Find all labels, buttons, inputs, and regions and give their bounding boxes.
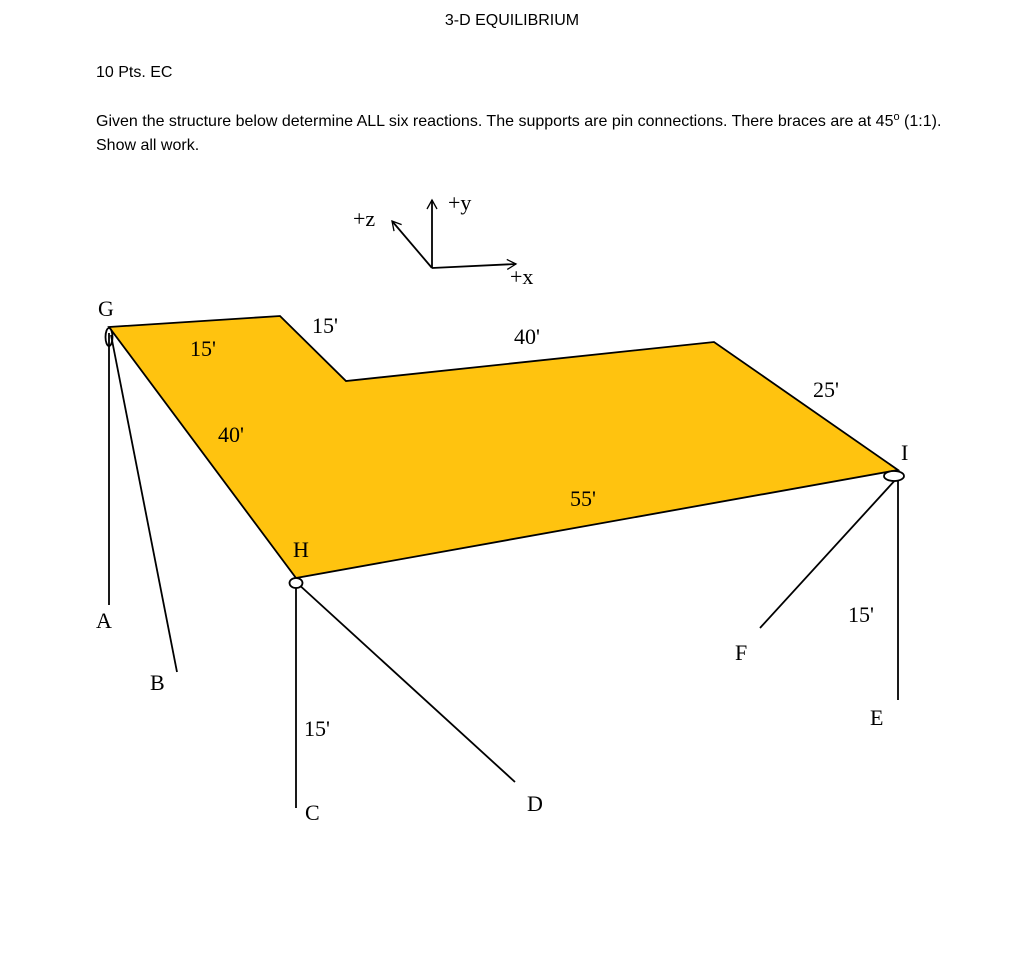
brace-if bbox=[760, 477, 898, 628]
instructions-part2: (1:1). Show all work. bbox=[96, 113, 942, 154]
point-i-label: I bbox=[901, 440, 909, 465]
y-axis-label: +y bbox=[448, 190, 472, 215]
dim-front-edge: 55' bbox=[570, 486, 596, 511]
point-f-label: F bbox=[735, 640, 748, 665]
slab-deck bbox=[109, 316, 898, 578]
dim-right-edge: 25' bbox=[813, 377, 839, 402]
point-d-label: D bbox=[527, 791, 543, 816]
x-axis-arrow bbox=[432, 264, 516, 268]
point-a-label: A bbox=[96, 608, 112, 633]
point-h-label: H bbox=[293, 537, 309, 562]
z-axis-label: +z bbox=[353, 206, 376, 231]
pin-h bbox=[290, 578, 303, 588]
point-e-label: E bbox=[870, 705, 884, 730]
dim-back-edge: 40' bbox=[514, 324, 540, 349]
degree-symbol: o bbox=[893, 111, 900, 123]
points-label: 10 Pts. EC bbox=[96, 64, 173, 81]
dim-g-top-edge: 15' bbox=[190, 336, 216, 361]
pin-i bbox=[884, 471, 904, 481]
page-title: 3-D EQUILIBRIUM bbox=[444, 12, 580, 29]
z-axis-arrow bbox=[392, 221, 432, 268]
x-axis-label: +x bbox=[510, 264, 534, 289]
dim-notch-edge: 15' bbox=[312, 313, 338, 338]
instructions-part1: Given the structure below determine ALL six reactions. The supports are pin connections. There braces are at 45 bbox=[96, 113, 894, 130]
point-g-label: G bbox=[98, 296, 114, 321]
brace-hd bbox=[296, 582, 515, 782]
point-b-label: B bbox=[150, 670, 165, 695]
dim-column-h: 15' bbox=[304, 716, 330, 741]
dim-column-i: 15' bbox=[848, 602, 874, 627]
dim-left-edge: 40' bbox=[218, 422, 244, 447]
point-c-label: C bbox=[305, 800, 320, 825]
